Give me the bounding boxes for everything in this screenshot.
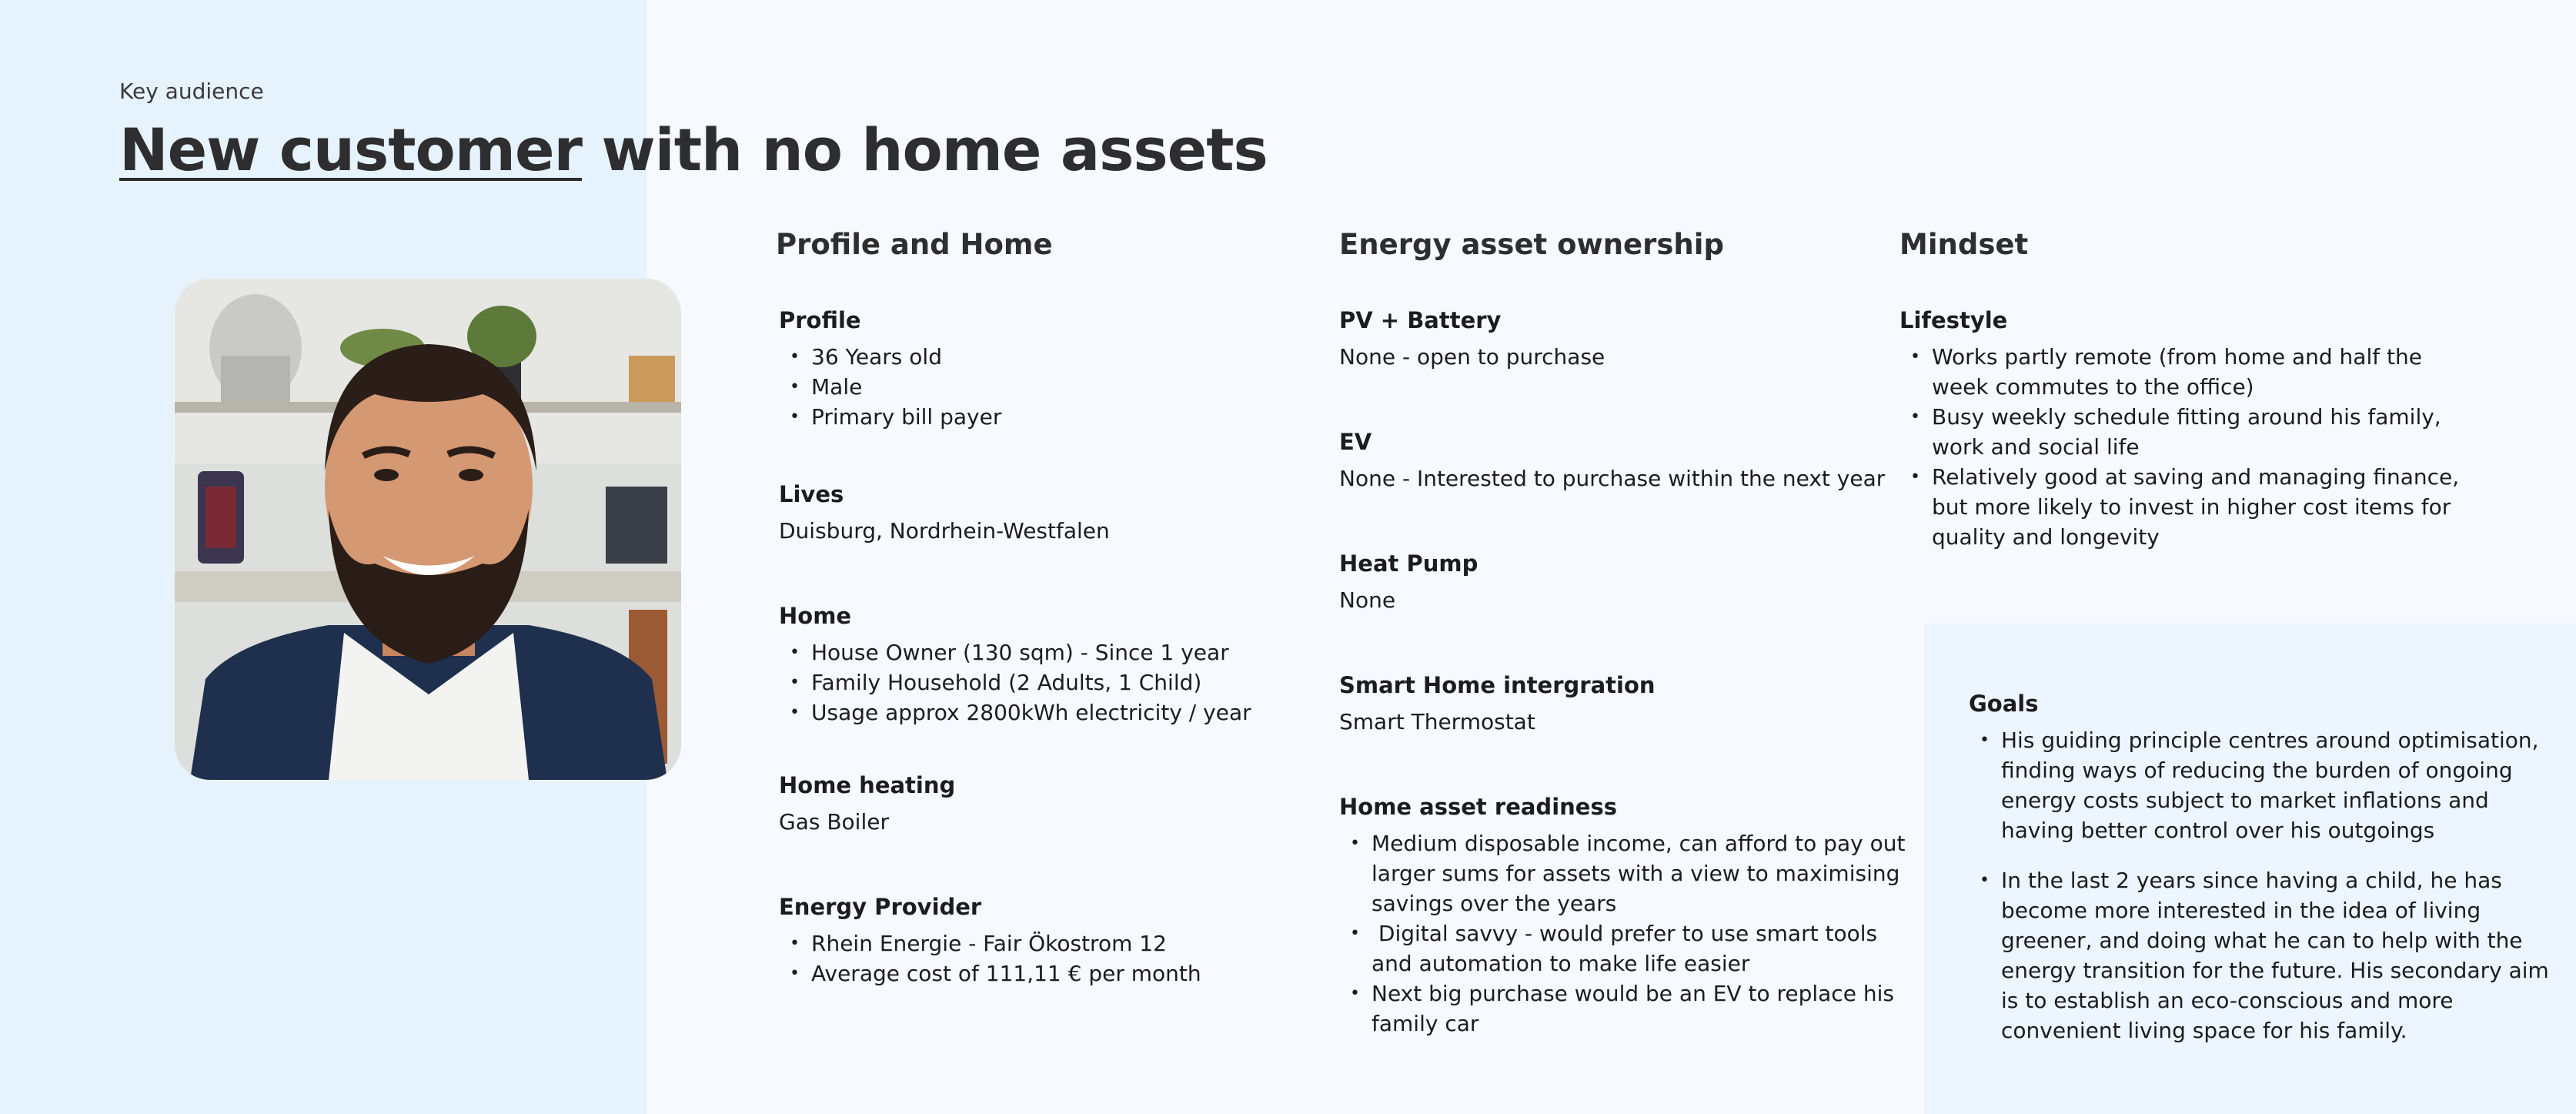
list-item-line: savings over the years [1372, 891, 1617, 916]
section-home [779, 600, 1251, 728]
section-heat-pump [1339, 548, 1478, 615]
column-title-mindset: Mindset [1899, 228, 2029, 261]
section-label: Profile [779, 307, 861, 333]
smart-home-value: Smart Thermostat [1339, 709, 1535, 734]
section-label: Lives [779, 481, 844, 507]
list-item-line: family car [1372, 1011, 1479, 1036]
list-item-line: work and social life [1932, 434, 2140, 460]
list-item-line: is to establish an eco-conscious and more [2001, 988, 2454, 1013]
section-smart-home [1339, 670, 1656, 737]
list-item-line: • Digital savvy - would prefer to use smart tools [1372, 921, 1878, 946]
page-title-rest: with no home assets [581, 115, 1268, 184]
list-item [1899, 402, 2459, 462]
list-item: • Usage approx 2800kWh electricity / year [779, 698, 1251, 728]
list-item-line: greener, and doing what he can to help with the [2001, 928, 2523, 953]
section-energy-provider [779, 892, 1201, 989]
section-label: PV + Battery [1339, 307, 1502, 333]
ev-value: None - Interested to purchase within the next year [1339, 466, 1886, 491]
section-label: Home asset readiness [1339, 794, 1617, 820]
list-item-line: but more likely to invest in higher cost items for [1932, 494, 2451, 520]
page-title [119, 115, 1268, 184]
list-item [1339, 828, 1905, 918]
section-label: Home [779, 603, 852, 629]
home-list [779, 637, 1251, 728]
section-label: Lifestyle [1899, 307, 2008, 333]
list-item: • 36 Years old [779, 342, 1001, 372]
section-label: Smart Home intergration [1339, 672, 1656, 698]
list-item-line: energy transition for the future. His secondary aim [2001, 958, 2549, 983]
heat-pump-value: None [1339, 587, 1396, 613]
list-item-line: and automation to make life easier [1372, 951, 1750, 976]
list-item: • Family Household (2 Adults, 1 Child) [779, 667, 1251, 698]
section-lives [779, 479, 1110, 546]
person-portrait-icon [175, 279, 681, 780]
page-title-underlined: New customer [119, 115, 582, 184]
list-item [1339, 918, 1905, 979]
list-item-line: • In the last 2 years since having a child, he has [2001, 868, 2502, 893]
list-item-line: • Relatively good at saving and managing finance, [1932, 464, 2460, 490]
provider-list [779, 928, 1201, 989]
section-label: Goals [1969, 691, 2039, 717]
list-item-line: • Medium disposable income, can afford to pay out [1372, 831, 1906, 856]
list-item-line: quality and longevity [1932, 524, 2160, 550]
list-item: • Average cost of 111,11 € per month [779, 958, 1201, 989]
list-item-line: energy costs subject to market inflations and [2001, 788, 2489, 813]
list-item-line: convenient living space for his family. [2001, 1018, 2407, 1043]
list-item: • Primary bill payer [779, 402, 1001, 432]
lifestyle-list [1899, 342, 2459, 552]
pv-battery-value: None - open to purchase [1339, 344, 1605, 370]
list-item [1969, 725, 2549, 845]
section-label: EV [1339, 429, 1372, 455]
section-home-heating [779, 770, 955, 837]
list-item: • Male [779, 372, 1001, 402]
list-item-line: week commutes to the office) [1932, 374, 2254, 400]
section-ev [1339, 427, 1885, 493]
list-item-line: finding ways of reducing the burden of ongoing [2001, 758, 2513, 783]
section-label: Heat Pump [1339, 550, 1478, 577]
eyebrow-label: Key audience [119, 79, 264, 104]
column-title-energy-assets: Energy asset ownership [1339, 228, 1724, 261]
list-item: • House Owner (130 sqm) - Since 1 year [779, 637, 1251, 667]
profile-list [779, 342, 1001, 432]
list-item-line: • Works partly remote (from home and half the [1932, 344, 2422, 370]
goals-list [1969, 725, 2549, 1045]
list-item-line: • His guiding principle centres around optimisation, [2001, 728, 2539, 753]
readiness-list [1339, 828, 1905, 1039]
list-item [1969, 865, 2549, 1045]
customer-portrait [175, 279, 681, 780]
section-label: Energy Provider [779, 894, 982, 920]
section-profile [779, 305, 1001, 432]
section-goals [1969, 688, 2549, 1065]
lives-value: Duisburg, Nordrhein-Westfalen [779, 518, 1110, 544]
list-item-line: • Busy weekly schedule fitting around his family, [1932, 404, 2441, 430]
list-item-line: become more interested in the idea of living [2001, 898, 2481, 923]
section-home-asset-readiness [1339, 791, 1905, 1039]
list-item-line: • Next big purchase would be an EV to replace his [1372, 981, 1894, 1006]
section-lifestyle [1899, 305, 2459, 552]
home-heating-value: Gas Boiler [779, 809, 889, 835]
section-pv-battery [1339, 305, 1605, 372]
list-item-line: having better control over his outgoings [2001, 818, 2435, 843]
list-item [1339, 979, 1905, 1039]
list-item: • Rhein Energie - Fair Ökostrom 12 [779, 928, 1201, 958]
section-label: Home heating [779, 772, 956, 798]
list-item [1899, 462, 2459, 552]
column-title-profile-home: Profile and Home [776, 228, 1053, 261]
list-item [1899, 342, 2459, 402]
list-item-line: larger sums for assets with a view to maximising [1372, 861, 1900, 886]
